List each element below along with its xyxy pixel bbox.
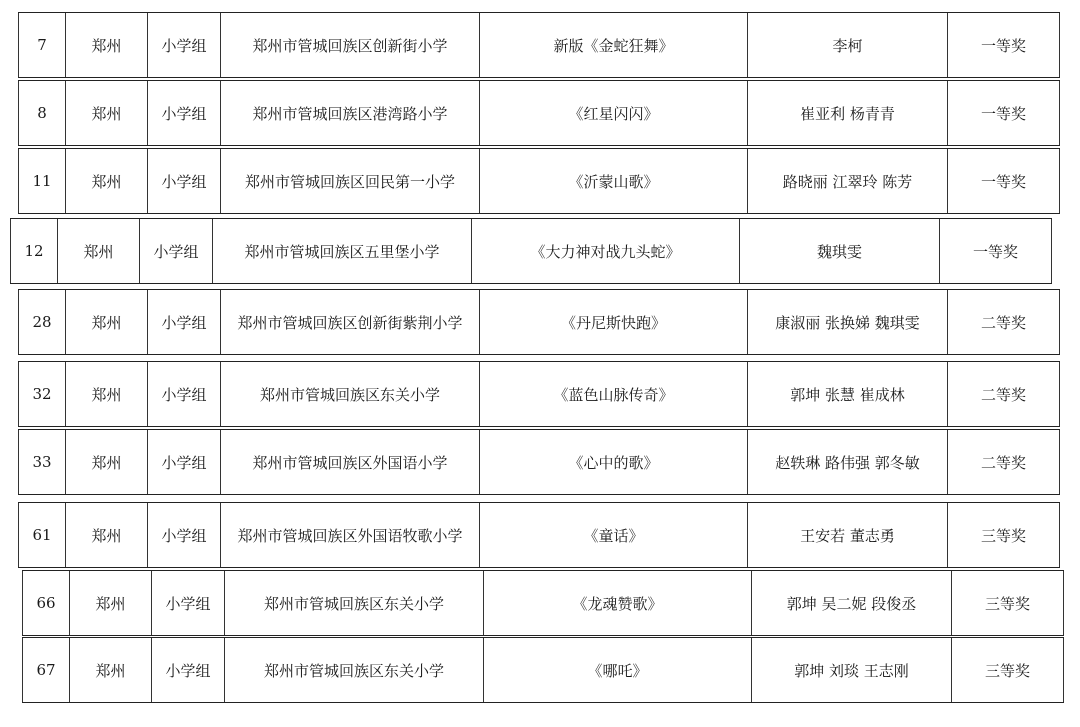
award-cell: 三等奖 [947,503,1060,567]
work-title-cell: 《大力神对战九头蛇》 [471,219,739,283]
group-cell: 小学组 [147,149,220,213]
entry-number: 12 [10,219,57,283]
group-cell: 小学组 [151,571,224,635]
participants-cell: 郭坤 刘琰 王志刚 [751,638,951,702]
school-cell: 郑州市管城回族区五里堡小学 [212,219,471,283]
table-row [22,637,1064,703]
group-cell: 小学组 [139,219,212,283]
entry-number: 32 [18,362,65,426]
city-cell: 郑州 [65,430,147,494]
award-cell: 二等奖 [947,430,1060,494]
group-cell: 小学组 [147,81,220,145]
work-title-cell: 《龙魂赞歌》 [483,571,751,635]
participants-cell: 王安若 董志勇 [747,503,947,567]
participants-cell: 崔亚利 杨青青 [747,81,947,145]
school-cell: 郑州市管城回族区创新街紫荆小学 [220,290,479,354]
table-row [18,429,1060,495]
work-title-cell: 《童话》 [479,503,747,567]
school-cell: 郑州市管城回族区创新街小学 [220,13,479,77]
participants-cell: 康淑丽 张换娣 魏琪雯 [747,290,947,354]
work-title-cell: 《心中的歌》 [479,430,747,494]
school-cell: 郑州市管城回族区东关小学 [224,571,483,635]
participants-cell: 郭坤 张慧 崔成林 [747,362,947,426]
group-cell: 小学组 [151,638,224,702]
work-title-cell: 《沂蒙山歌》 [479,149,747,213]
award-cell: 一等奖 [947,81,1060,145]
entry-number: 66 [22,571,69,635]
city-cell: 郑州 [65,290,147,354]
city-cell: 郑州 [57,219,139,283]
participants-cell: 郭坤 吴二妮 段俊丞 [751,571,951,635]
city-cell: 郑州 [65,503,147,567]
table-row [18,80,1060,146]
table-row [18,361,1060,427]
group-cell: 小学组 [147,503,220,567]
group-cell: 小学组 [147,13,220,77]
school-cell: 郑州市管城回族区东关小学 [220,362,479,426]
award-cell: 三等奖 [951,638,1064,702]
city-cell: 郑州 [65,149,147,213]
entry-number: 11 [18,149,65,213]
entry-number: 28 [18,290,65,354]
award-cell: 一等奖 [947,149,1060,213]
school-cell: 郑州市管城回族区外国语牧歌小学 [220,503,479,567]
work-title-cell: 《丹尼斯快跑》 [479,290,747,354]
entry-number: 61 [18,503,65,567]
award-cell: 三等奖 [951,571,1064,635]
city-cell: 郑州 [65,81,147,145]
work-title-cell: 新版《金蛇狂舞》 [479,13,747,77]
entry-number: 7 [18,13,65,77]
city-cell: 郑州 [65,362,147,426]
city-cell: 郑州 [65,13,147,77]
entry-number: 33 [18,430,65,494]
table-row [10,218,1052,284]
table-row [18,148,1060,214]
table-row [18,289,1060,355]
table-row [22,570,1064,636]
award-cell: 二等奖 [947,362,1060,426]
group-cell: 小学组 [147,430,220,494]
table-row [18,502,1060,568]
award-cell: 一等奖 [939,219,1052,283]
school-cell: 郑州市管城回族区外国语小学 [220,430,479,494]
group-cell: 小学组 [147,290,220,354]
school-cell: 郑州市管城回族区港湾路小学 [220,81,479,145]
participants-cell: 魏琪雯 [739,219,939,283]
school-cell: 郑州市管城回族区东关小学 [224,638,483,702]
award-cell: 一等奖 [947,13,1060,77]
city-cell: 郑州 [69,571,151,635]
work-title-cell: 《红星闪闪》 [479,81,747,145]
entry-number: 8 [18,81,65,145]
table-row [18,12,1060,78]
work-title-cell: 《哪吒》 [483,638,751,702]
work-title-cell: 《蓝色山脉传奇》 [479,362,747,426]
entry-number: 67 [22,638,69,702]
school-cell: 郑州市管城回族区回民第一小学 [220,149,479,213]
participants-cell: 路晓丽 江翠玲 陈芳 [747,149,947,213]
group-cell: 小学组 [147,362,220,426]
participants-cell: 李柯 [747,13,947,77]
award-cell: 二等奖 [947,290,1060,354]
participants-cell: 赵轶琳 路伟强 郭冬敏 [747,430,947,494]
city-cell: 郑州 [69,638,151,702]
